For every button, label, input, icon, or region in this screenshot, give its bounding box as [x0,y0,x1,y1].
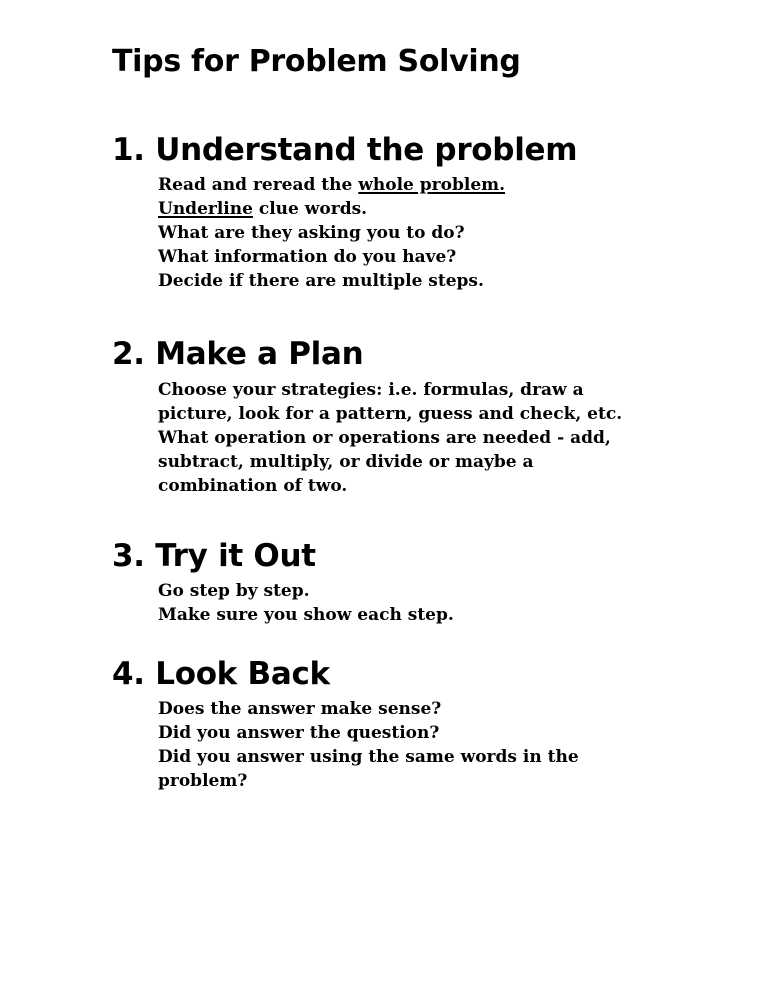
body-line: subtract, multiply, or divide or maybe a [158,452,534,472]
body-text: Read and reread the [158,175,359,195]
section-body-try [158,579,454,627]
body-line: Decide if there are multiple steps. [158,271,484,291]
body-line: What are they asking you to do? [158,223,465,243]
body-line: Go step by step. [158,581,310,601]
body-line: Did you answer using the same words in the [158,747,579,767]
body-line: Does the answer make sense? [158,699,442,719]
body-line: What information do you have? [158,247,457,267]
section-body-look-back [158,697,579,793]
section-heading-plan: 2. Make a Plan [112,336,364,372]
page-title: Tips for Problem Solving [112,44,521,79]
section-body-understand [158,173,505,293]
body-line: Did you answer the question? [158,723,440,743]
body-line [158,173,505,197]
section-heading-look-back: 4. Look Back [112,656,330,692]
body-line: picture, look for a pattern, guess and check, etc. [158,404,623,424]
body-line: Choose your strategies: i.e. formulas, draw a [158,380,584,400]
section-heading-try: 3. Try it Out [112,538,316,574]
body-line: Make sure you show each step. [158,605,454,625]
underlined-text: whole problem. [358,175,506,195]
underlined-text: Underline [158,199,253,219]
body-line: combination of two. [158,476,348,496]
section-body-plan [158,378,622,498]
body-line: problem? [158,771,248,791]
body-line [158,197,505,221]
body-text: clue words. [252,199,368,219]
section-heading-understand: 1. Understand the problem [112,132,578,168]
body-line: What operation or operations are needed - add, [158,428,611,448]
